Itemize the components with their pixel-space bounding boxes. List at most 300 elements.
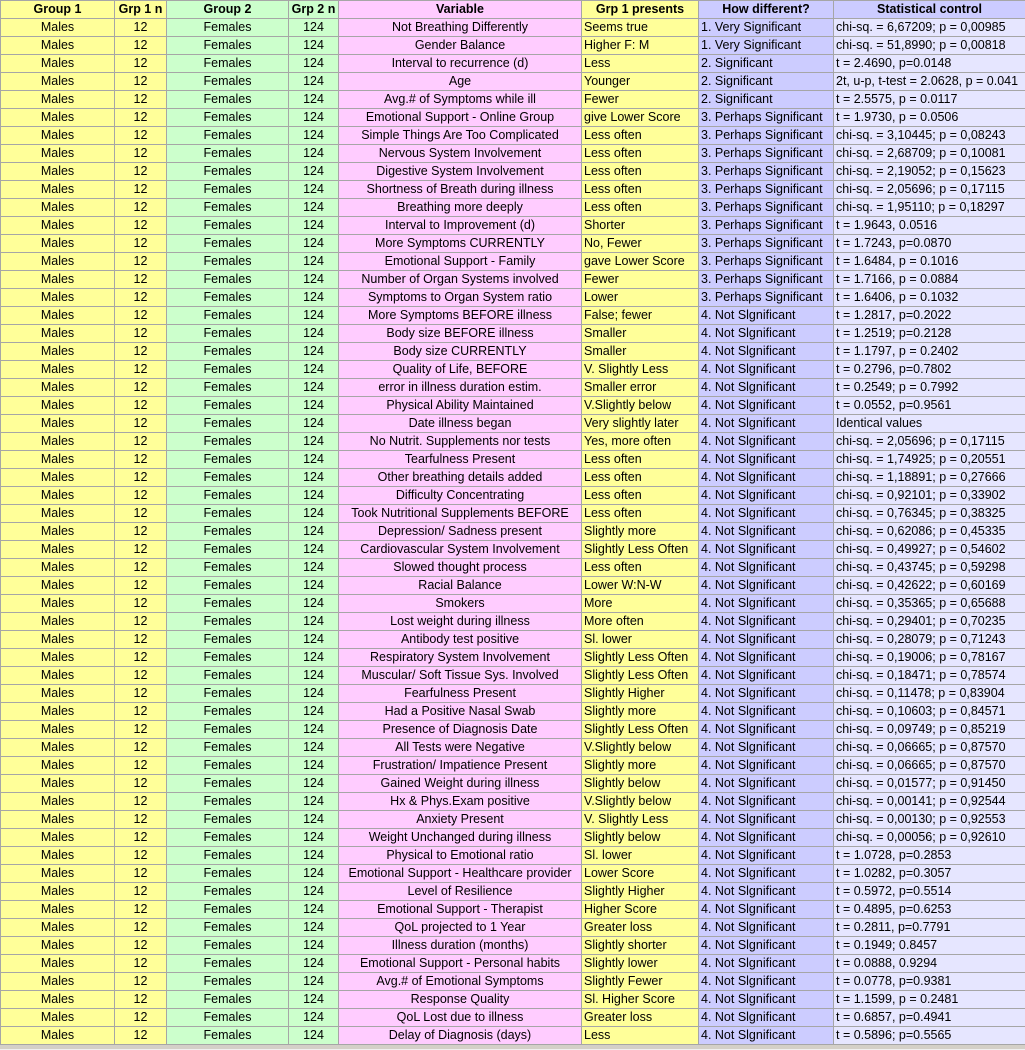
cell-group-1[interactable]: Males (1, 883, 115, 901)
cell-group-2[interactable]: Females (167, 397, 289, 415)
cell-grp-1-n[interactable]: 12 (115, 577, 167, 595)
cell-variable[interactable]: Fearfulness Present (339, 685, 582, 703)
cell-grp-1-presents[interactable]: V. Slightly Less (582, 811, 699, 829)
cell-how-different[interactable]: 4. Not Slgnificant (699, 307, 834, 325)
cell-statistical-control[interactable]: chi-sq. = 2,19052; p = 0,15623 (834, 163, 1025, 181)
cell-how-different[interactable]: 4. Not Slgnificant (699, 1027, 834, 1045)
cell-statistical-control[interactable]: t = 1.6484, p = 0.1016 (834, 253, 1025, 271)
cell-grp-1-presents[interactable]: False; fewer (582, 307, 699, 325)
cell-how-different[interactable]: 4. Not Slgnificant (699, 739, 834, 757)
cell-grp-1-presents[interactable]: V.Slightly below (582, 739, 699, 757)
cell-grp-2-n[interactable]: 124 (289, 91, 339, 109)
cell-grp-1-n[interactable]: 12 (115, 829, 167, 847)
cell-how-different[interactable]: 4. Not Slgnificant (699, 523, 834, 541)
cell-grp-1-presents[interactable]: V.Slightly below (582, 397, 699, 415)
cell-grp-1-presents[interactable]: Greater loss (582, 919, 699, 937)
cell-statistical-control[interactable]: t = 1.9730, p = 0.0506 (834, 109, 1025, 127)
cell-group-2[interactable]: Females (167, 793, 289, 811)
cell-grp-1-presents[interactable]: Less often (582, 145, 699, 163)
cell-statistical-control[interactable]: t = 0.1949; 0.8457 (834, 937, 1025, 955)
cell-variable[interactable]: Response Quality (339, 991, 582, 1009)
cell-how-different[interactable]: 4. Not Slgnificant (699, 397, 834, 415)
cell-statistical-control[interactable]: t = 0.0552, p=0.9561 (834, 397, 1025, 415)
cell-grp-1-presents[interactable]: Smaller (582, 343, 699, 361)
cell-grp-2-n[interactable]: 124 (289, 415, 339, 433)
cell-grp-1-n[interactable]: 12 (115, 865, 167, 883)
cell-variable[interactable]: Simple Things Are Too Complicated (339, 127, 582, 145)
cell-group-1[interactable]: Males (1, 523, 115, 541)
cell-grp-2-n[interactable]: 124 (289, 73, 339, 91)
cell-how-different[interactable]: 4. Not Slgnificant (699, 415, 834, 433)
cell-variable[interactable]: Lost weight during illness (339, 613, 582, 631)
cell-group-1[interactable]: Males (1, 163, 115, 181)
cell-group-1[interactable]: Males (1, 793, 115, 811)
cell-statistical-control[interactable]: chi-sq. = 2,68709; p = 0,10081 (834, 145, 1025, 163)
cell-variable[interactable]: Emotional Support - Healthcare provider (339, 865, 582, 883)
cell-variable[interactable]: Quality of Life, BEFORE (339, 361, 582, 379)
cell-group-2[interactable]: Females (167, 667, 289, 685)
cell-grp-1-n[interactable]: 12 (115, 163, 167, 181)
cell-grp-1-n[interactable]: 12 (115, 253, 167, 271)
cell-grp-2-n[interactable]: 124 (289, 865, 339, 883)
cell-group-2[interactable]: Females (167, 1027, 289, 1045)
cell-grp-2-n[interactable]: 124 (289, 955, 339, 973)
cell-statistical-control[interactable]: chi-sq. = 0,43745; p = 0,59298 (834, 559, 1025, 577)
cell-group-2[interactable]: Females (167, 523, 289, 541)
cell-statistical-control[interactable]: t = 0.0888, 0.9294 (834, 955, 1025, 973)
cell-how-different[interactable]: 4. Not Slgnificant (699, 487, 834, 505)
cell-how-different[interactable]: 4. Not Slgnificant (699, 703, 834, 721)
cell-group-1[interactable]: Males (1, 343, 115, 361)
cell-grp-1-presents[interactable]: Less often (582, 181, 699, 199)
cell-grp-1-n[interactable]: 12 (115, 901, 167, 919)
cell-grp-1-presents[interactable]: V.Slightly below (582, 793, 699, 811)
cell-grp-1-presents[interactable]: Yes, more often (582, 433, 699, 451)
cell-variable[interactable]: Presence of Diagnosis Date (339, 721, 582, 739)
cell-how-different[interactable]: 3. Perhaps Significant (699, 145, 834, 163)
cell-grp-1-presents[interactable]: Slightly lower (582, 955, 699, 973)
cell-how-different[interactable]: 4. Not Slgnificant (699, 775, 834, 793)
cell-grp-1-n[interactable]: 12 (115, 775, 167, 793)
cell-group-2[interactable]: Females (167, 163, 289, 181)
cell-grp-1-n[interactable]: 12 (115, 289, 167, 307)
cell-grp-1-presents[interactable]: Less (582, 55, 699, 73)
cell-variable[interactable]: Muscular/ Soft Tissue Sys. Involved (339, 667, 582, 685)
cell-grp-2-n[interactable]: 124 (289, 631, 339, 649)
cell-group-2[interactable]: Females (167, 73, 289, 91)
cell-how-different[interactable]: 4. Not Slgnificant (699, 433, 834, 451)
cell-group-2[interactable]: Females (167, 973, 289, 991)
cell-grp-2-n[interactable]: 124 (289, 721, 339, 739)
cell-variable[interactable]: Interval to Improvement (d) (339, 217, 582, 235)
cell-grp-2-n[interactable]: 124 (289, 163, 339, 181)
cell-grp-1-presents[interactable]: Lower (582, 289, 699, 307)
cell-grp-1-n[interactable]: 12 (115, 505, 167, 523)
cell-statistical-control[interactable]: chi-sq. = 0,00056; p = 0,92610 (834, 829, 1025, 847)
cell-statistical-control[interactable]: chi-sq. = 0,01577; p = 0,91450 (834, 775, 1025, 793)
cell-group-1[interactable]: Males (1, 1027, 115, 1045)
cell-grp-1-n[interactable]: 12 (115, 793, 167, 811)
cell-how-different[interactable]: 3. Perhaps Significant (699, 199, 834, 217)
cell-how-different[interactable]: 4. Not Slgnificant (699, 937, 834, 955)
cell-statistical-control[interactable]: chi-sq. = 6,67209; p = 0,00985 (834, 19, 1025, 37)
cell-how-different[interactable]: 4. Not Slgnificant (699, 667, 834, 685)
cell-statistical-control[interactable]: t = 1.2519; p=0.2128 (834, 325, 1025, 343)
cell-group-2[interactable]: Females (167, 451, 289, 469)
cell-statistical-control[interactable]: chi-sq. = 0,35365; p = 0,65688 (834, 595, 1025, 613)
cell-grp-1-n[interactable]: 12 (115, 433, 167, 451)
cell-group-2[interactable]: Females (167, 289, 289, 307)
cell-grp-1-n[interactable]: 12 (115, 649, 167, 667)
cell-grp-1-presents[interactable]: Slightly Less Often (582, 541, 699, 559)
header-grp-2-n[interactable]: Grp 2 n (289, 1, 339, 19)
cell-group-2[interactable]: Females (167, 919, 289, 937)
cell-grp-1-presents[interactable]: Fewer (582, 271, 699, 289)
cell-grp-1-presents[interactable]: Slightly more (582, 703, 699, 721)
cell-how-different[interactable]: 4. Not Slgnificant (699, 613, 834, 631)
cell-grp-1-presents[interactable]: Slightly more (582, 757, 699, 775)
cell-group-1[interactable]: Males (1, 937, 115, 955)
cell-group-1[interactable]: Males (1, 577, 115, 595)
cell-group-1[interactable]: Males (1, 199, 115, 217)
cell-grp-1-n[interactable]: 12 (115, 631, 167, 649)
cell-statistical-control[interactable]: chi-sq. = 0,00141; p = 0,92544 (834, 793, 1025, 811)
cell-group-2[interactable]: Females (167, 307, 289, 325)
header-grp-1-n[interactable]: Grp 1 n (115, 1, 167, 19)
cell-grp-1-presents[interactable]: Sl. Higher Score (582, 991, 699, 1009)
cell-how-different[interactable]: 2. Significant (699, 91, 834, 109)
cell-group-2[interactable]: Females (167, 775, 289, 793)
cell-how-different[interactable]: 1. Very Significant (699, 37, 834, 55)
cell-variable[interactable]: Number of Organ Systems involved (339, 271, 582, 289)
cell-group-1[interactable]: Males (1, 685, 115, 703)
cell-grp-1-n[interactable]: 12 (115, 595, 167, 613)
cell-grp-1-n[interactable]: 12 (115, 235, 167, 253)
cell-grp-1-presents[interactable]: Younger (582, 73, 699, 91)
cell-how-different[interactable]: 4. Not Slgnificant (699, 577, 834, 595)
cell-grp-2-n[interactable]: 124 (289, 361, 339, 379)
cell-group-2[interactable]: Females (167, 37, 289, 55)
cell-group-1[interactable]: Males (1, 865, 115, 883)
cell-group-1[interactable]: Males (1, 307, 115, 325)
cell-grp-2-n[interactable]: 124 (289, 19, 339, 37)
cell-group-2[interactable]: Females (167, 145, 289, 163)
cell-grp-1-presents[interactable]: Lower Score (582, 865, 699, 883)
cell-grp-1-n[interactable]: 12 (115, 127, 167, 145)
cell-variable[interactable]: Hx & Phys.Exam positive (339, 793, 582, 811)
cell-group-2[interactable]: Females (167, 757, 289, 775)
cell-statistical-control[interactable]: 2t, u-p, t-test = 2.0628, p = 0.041 (834, 73, 1025, 91)
cell-statistical-control[interactable]: chi-sq. = 0,92101; p = 0,33902 (834, 487, 1025, 505)
cell-grp-1-n[interactable]: 12 (115, 415, 167, 433)
cell-how-different[interactable]: 3. Perhaps Significant (699, 163, 834, 181)
cell-variable[interactable]: Nervous System Involvement (339, 145, 582, 163)
cell-grp-2-n[interactable]: 124 (289, 271, 339, 289)
cell-grp-1-n[interactable]: 12 (115, 991, 167, 1009)
cell-statistical-control[interactable]: t = 1.1599, p = 0.2481 (834, 991, 1025, 1009)
cell-group-1[interactable]: Males (1, 235, 115, 253)
cell-variable[interactable]: Gender Balance (339, 37, 582, 55)
cell-grp-1-presents[interactable]: Greater loss (582, 1009, 699, 1027)
cell-group-2[interactable]: Females (167, 865, 289, 883)
cell-grp-2-n[interactable]: 124 (289, 847, 339, 865)
cell-grp-2-n[interactable]: 124 (289, 433, 339, 451)
cell-variable[interactable]: Slowed thought process (339, 559, 582, 577)
cell-how-different[interactable]: 4. Not Slgnificant (699, 811, 834, 829)
cell-grp-1-presents[interactable]: Slightly Less Often (582, 649, 699, 667)
cell-group-1[interactable]: Males (1, 829, 115, 847)
cell-group-1[interactable]: Males (1, 721, 115, 739)
cell-grp-1-n[interactable]: 12 (115, 361, 167, 379)
cell-grp-1-n[interactable]: 12 (115, 73, 167, 91)
cell-statistical-control[interactable]: chi-sq. = 0,10603; p = 0,84571 (834, 703, 1025, 721)
cell-group-1[interactable]: Males (1, 469, 115, 487)
cell-group-2[interactable]: Females (167, 91, 289, 109)
cell-group-2[interactable]: Females (167, 271, 289, 289)
cell-grp-1-presents[interactable]: Very slightly later (582, 415, 699, 433)
cell-how-different[interactable]: 3. Perhaps Significant (699, 127, 834, 145)
cell-group-2[interactable]: Females (167, 379, 289, 397)
cell-how-different[interactable]: 4. Not Slgnificant (699, 721, 834, 739)
cell-grp-1-presents[interactable]: Less often (582, 127, 699, 145)
cell-group-2[interactable]: Females (167, 577, 289, 595)
cell-statistical-control[interactable]: t = 0.5972, p=0.5514 (834, 883, 1025, 901)
cell-grp-1-presents[interactable]: V. Slightly Less (582, 361, 699, 379)
cell-group-2[interactable]: Females (167, 55, 289, 73)
cell-variable[interactable]: QoL Lost due to illness (339, 1009, 582, 1027)
cell-grp-1-n[interactable]: 12 (115, 451, 167, 469)
cell-group-2[interactable]: Females (167, 415, 289, 433)
cell-group-1[interactable]: Males (1, 703, 115, 721)
cell-how-different[interactable]: 4. Not Slgnificant (699, 1009, 834, 1027)
cell-grp-1-presents[interactable]: give Lower Score (582, 109, 699, 127)
cell-how-different[interactable]: 4. Not Slgnificant (699, 343, 834, 361)
cell-variable[interactable]: Had a Positive Nasal Swab (339, 703, 582, 721)
cell-group-2[interactable]: Females (167, 253, 289, 271)
cell-grp-1-presents[interactable]: Less (582, 1027, 699, 1045)
cell-group-2[interactable]: Females (167, 325, 289, 343)
cell-how-different[interactable]: 4. Not Slgnificant (699, 865, 834, 883)
cell-statistical-control[interactable]: chi-sq. = 0,06665; p = 0,87570 (834, 739, 1025, 757)
cell-group-1[interactable]: Males (1, 955, 115, 973)
cell-group-2[interactable]: Females (167, 541, 289, 559)
cell-group-2[interactable]: Females (167, 1009, 289, 1027)
cell-variable[interactable]: Took Nutritional Supplements BEFORE (339, 505, 582, 523)
cell-grp-1-presents[interactable]: Slightly Fewer (582, 973, 699, 991)
cell-group-2[interactable]: Females (167, 829, 289, 847)
cell-group-2[interactable]: Females (167, 595, 289, 613)
cell-statistical-control[interactable]: t = 0.4895, p=0.6253 (834, 901, 1025, 919)
cell-group-2[interactable]: Females (167, 127, 289, 145)
cell-how-different[interactable]: 3. Perhaps Significant (699, 217, 834, 235)
cell-variable[interactable]: Physical to Emotional ratio (339, 847, 582, 865)
cell-how-different[interactable]: 4. Not Slgnificant (699, 541, 834, 559)
cell-variable[interactable]: Other breathing details added (339, 469, 582, 487)
cell-how-different[interactable]: 4. Not Slgnificant (699, 505, 834, 523)
cell-group-1[interactable]: Males (1, 415, 115, 433)
cell-grp-2-n[interactable]: 124 (289, 613, 339, 631)
cell-grp-1-n[interactable]: 12 (115, 379, 167, 397)
cell-grp-2-n[interactable]: 124 (289, 181, 339, 199)
cell-group-1[interactable]: Males (1, 1009, 115, 1027)
cell-grp-1-presents[interactable]: Sl. lower (582, 847, 699, 865)
cell-variable[interactable]: Shortness of Breath during illness (339, 181, 582, 199)
cell-grp-1-n[interactable]: 12 (115, 55, 167, 73)
cell-group-2[interactable]: Females (167, 649, 289, 667)
cell-group-2[interactable]: Females (167, 235, 289, 253)
cell-statistical-control[interactable]: chi-sq. = 1,74925; p = 0,20551 (834, 451, 1025, 469)
cell-grp-2-n[interactable]: 124 (289, 217, 339, 235)
cell-how-different[interactable]: 4. Not Slgnificant (699, 631, 834, 649)
cell-variable[interactable]: Illness duration (months) (339, 937, 582, 955)
cell-how-different[interactable]: 4. Not Slgnificant (699, 793, 834, 811)
cell-group-2[interactable]: Females (167, 19, 289, 37)
cell-variable[interactable]: Delay of Diagnosis (days) (339, 1027, 582, 1045)
cell-grp-2-n[interactable]: 124 (289, 253, 339, 271)
cell-group-1[interactable]: Males (1, 487, 115, 505)
cell-variable[interactable]: Emotional Support - Family (339, 253, 582, 271)
cell-grp-2-n[interactable]: 124 (289, 397, 339, 415)
cell-group-1[interactable]: Males (1, 253, 115, 271)
cell-statistical-control[interactable]: chi-sq. = 3,10445; p = 0,08243 (834, 127, 1025, 145)
cell-group-1[interactable]: Males (1, 505, 115, 523)
cell-group-1[interactable]: Males (1, 919, 115, 937)
cell-group-1[interactable]: Males (1, 433, 115, 451)
cell-statistical-control[interactable]: t = 1.0282, p=0.3057 (834, 865, 1025, 883)
header-grp-1-presents[interactable]: Grp 1 presents (582, 1, 699, 19)
cell-group-1[interactable]: Males (1, 775, 115, 793)
cell-group-1[interactable]: Males (1, 631, 115, 649)
cell-variable[interactable]: Racial Balance (339, 577, 582, 595)
cell-grp-1-presents[interactable]: More often (582, 613, 699, 631)
cell-group-2[interactable]: Females (167, 955, 289, 973)
cell-grp-2-n[interactable]: 124 (289, 811, 339, 829)
cell-grp-1-presents[interactable]: Seems true (582, 19, 699, 37)
cell-statistical-control[interactable]: chi-sq. = 0,19006; p = 0,78167 (834, 649, 1025, 667)
cell-variable[interactable]: QoL projected to 1 Year (339, 919, 582, 937)
header-how-different[interactable]: How different? (699, 1, 834, 19)
cell-group-2[interactable]: Females (167, 721, 289, 739)
cell-group-1[interactable]: Males (1, 271, 115, 289)
cell-how-different[interactable]: 4. Not Slgnificant (699, 361, 834, 379)
cell-statistical-control[interactable]: t = 0.0778, p=0.9381 (834, 973, 1025, 991)
cell-statistical-control[interactable]: chi-sq. = 0,62086; p = 0,45335 (834, 523, 1025, 541)
cell-grp-2-n[interactable]: 124 (289, 685, 339, 703)
cell-statistical-control[interactable]: chi-sq. = 0,29401; p = 0,70235 (834, 613, 1025, 631)
cell-group-2[interactable]: Females (167, 199, 289, 217)
cell-grp-2-n[interactable]: 124 (289, 343, 339, 361)
cell-how-different[interactable]: 3. Perhaps Significant (699, 271, 834, 289)
cell-group-2[interactable]: Females (167, 109, 289, 127)
cell-grp-2-n[interactable]: 124 (289, 883, 339, 901)
cell-variable[interactable]: Level of Resilience (339, 883, 582, 901)
cell-grp-1-n[interactable]: 12 (115, 559, 167, 577)
cell-group-2[interactable]: Females (167, 901, 289, 919)
cell-how-different[interactable]: 1. Very Significant (699, 19, 834, 37)
cell-statistical-control[interactable]: chi-sq. = 0,18471; p = 0,78574 (834, 667, 1025, 685)
cell-variable[interactable]: Difficulty Concentrating (339, 487, 582, 505)
cell-group-1[interactable]: Males (1, 325, 115, 343)
cell-variable[interactable]: Antibody test positive (339, 631, 582, 649)
cell-group-1[interactable]: Males (1, 901, 115, 919)
cell-grp-1-n[interactable]: 12 (115, 37, 167, 55)
cell-grp-2-n[interactable]: 124 (289, 307, 339, 325)
cell-statistical-control[interactable]: chi-sq. = 0,76345; p = 0,38325 (834, 505, 1025, 523)
cell-statistical-control[interactable]: Identical values (834, 415, 1025, 433)
cell-grp-1-n[interactable]: 12 (115, 919, 167, 937)
cell-variable[interactable]: Body size BEFORE illness (339, 325, 582, 343)
cell-grp-1-presents[interactable]: Less often (582, 163, 699, 181)
cell-how-different[interactable]: 4. Not Slgnificant (699, 685, 834, 703)
cell-how-different[interactable]: 3. Perhaps Significant (699, 181, 834, 199)
cell-group-1[interactable]: Males (1, 649, 115, 667)
cell-group-2[interactable]: Females (167, 343, 289, 361)
cell-grp-2-n[interactable]: 124 (289, 667, 339, 685)
cell-statistical-control[interactable]: chi-sq. = 0,42622; p = 0,60169 (834, 577, 1025, 595)
cell-how-different[interactable]: 4. Not Slgnificant (699, 901, 834, 919)
cell-group-2[interactable]: Females (167, 559, 289, 577)
cell-grp-1-n[interactable]: 12 (115, 109, 167, 127)
cell-grp-1-n[interactable]: 12 (115, 739, 167, 757)
cell-statistical-control[interactable]: t = 1.7166, p = 0.0884 (834, 271, 1025, 289)
cell-grp-1-presents[interactable]: More (582, 595, 699, 613)
cell-group-2[interactable]: Females (167, 361, 289, 379)
cell-grp-1-n[interactable]: 12 (115, 811, 167, 829)
cell-variable[interactable]: Emotional Support - Personal habits (339, 955, 582, 973)
cell-statistical-control[interactable]: t = 1.0728, p=0.2853 (834, 847, 1025, 865)
cell-group-1[interactable]: Males (1, 847, 115, 865)
cell-variable[interactable]: Avg.# of Emotional Symptoms (339, 973, 582, 991)
cell-group-1[interactable]: Males (1, 37, 115, 55)
cell-statistical-control[interactable]: t = 2.5575, p = 0.0117 (834, 91, 1025, 109)
cell-grp-1-n[interactable]: 12 (115, 685, 167, 703)
cell-grp-1-presents[interactable]: Higher Score (582, 901, 699, 919)
cell-group-1[interactable]: Males (1, 757, 115, 775)
cell-grp-2-n[interactable]: 124 (289, 757, 339, 775)
cell-group-1[interactable]: Males (1, 397, 115, 415)
cell-variable[interactable]: Digestive System Involvement (339, 163, 582, 181)
cell-grp-2-n[interactable]: 124 (289, 469, 339, 487)
cell-statistical-control[interactable]: chi-sq. = 2,05696; p = 0,17115 (834, 433, 1025, 451)
cell-variable[interactable]: Body size CURRENTLY (339, 343, 582, 361)
cell-grp-2-n[interactable]: 124 (289, 1027, 339, 1045)
cell-variable[interactable]: Not Breathing Differently (339, 19, 582, 37)
cell-group-1[interactable]: Males (1, 667, 115, 685)
cell-statistical-control[interactable]: t = 0.6857, p=0.4941 (834, 1009, 1025, 1027)
cell-grp-2-n[interactable]: 124 (289, 145, 339, 163)
cell-group-2[interactable]: Females (167, 847, 289, 865)
cell-grp-1-presents[interactable]: Fewer (582, 91, 699, 109)
header-group-2[interactable]: Group 2 (167, 1, 289, 19)
cell-grp-2-n[interactable]: 124 (289, 901, 339, 919)
cell-grp-1-presents[interactable]: Higher F: M (582, 37, 699, 55)
cell-how-different[interactable]: 4. Not Slgnificant (699, 829, 834, 847)
cell-grp-1-n[interactable]: 12 (115, 91, 167, 109)
cell-variable[interactable]: Physical Ability Maintained (339, 397, 582, 415)
cell-group-2[interactable]: Females (167, 217, 289, 235)
cell-group-1[interactable]: Males (1, 91, 115, 109)
cell-group-1[interactable]: Males (1, 145, 115, 163)
cell-grp-1-presents[interactable]: Slightly Higher (582, 883, 699, 901)
cell-how-different[interactable]: 3. Perhaps Significant (699, 109, 834, 127)
cell-grp-1-n[interactable]: 12 (115, 1009, 167, 1027)
cell-grp-2-n[interactable]: 124 (289, 541, 339, 559)
cell-how-different[interactable]: 3. Perhaps Significant (699, 253, 834, 271)
cell-group-1[interactable]: Males (1, 379, 115, 397)
cell-group-1[interactable]: Males (1, 739, 115, 757)
cell-group-1[interactable]: Males (1, 613, 115, 631)
cell-variable[interactable]: Smokers (339, 595, 582, 613)
